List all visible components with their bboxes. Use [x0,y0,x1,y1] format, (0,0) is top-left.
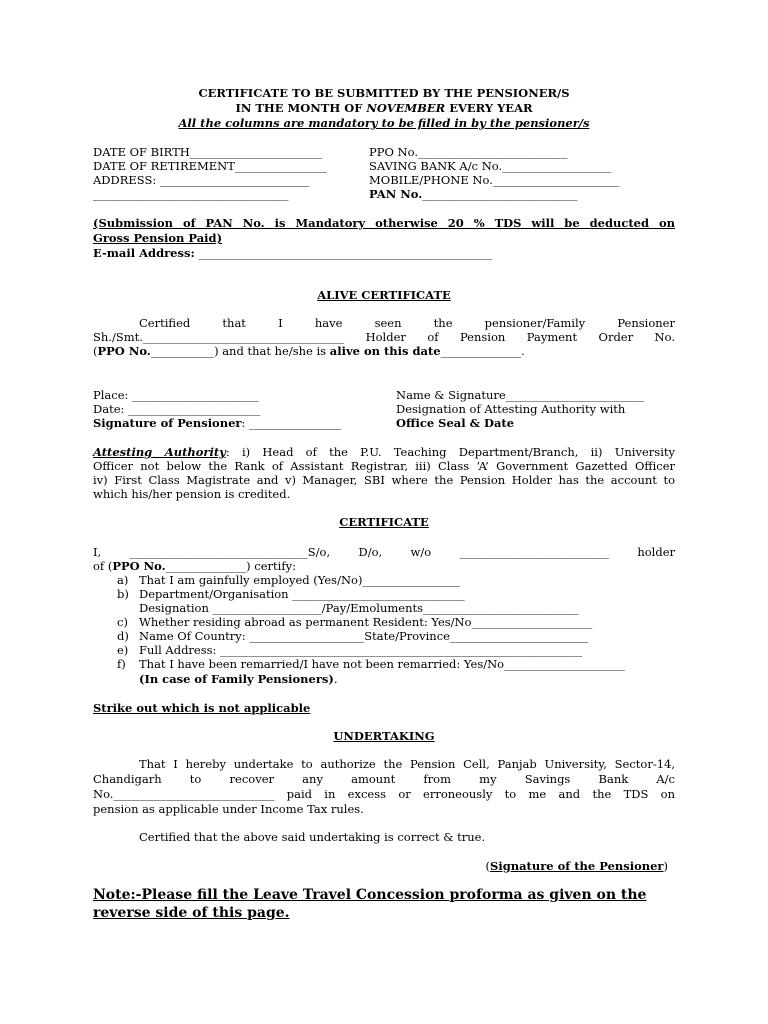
designation-field[interactable]: Designation ___________________/Pay/Emoluments___________________________ [139,601,579,615]
pensioner-signature-label: (Signature of the Pensioner) [485,859,668,873]
address-line-2[interactable]: __________________________________ [93,187,289,201]
country-field[interactable]: Name Of Country: ____________________State/Province________________________ [139,629,588,643]
item-a-marker: a) [117,573,129,587]
pan-field[interactable]: PAN No.___________________________ [369,187,578,201]
email-label: E-mail Address: [93,246,199,260]
attesting-line2: Officer not below the Rank of Assistant Registrar, iii) Class ‘A’ Government Gazetted Officer [93,459,675,473]
email-field[interactable]: E-mail Address: ___________________________________________________ [93,246,492,260]
month-name: NOVEMBER [366,101,446,115]
dob-field[interactable]: DATE OF BIRTH_______________________ [93,145,323,159]
family-pensioner-note: (In case of Family Pensioners). [139,672,338,686]
department-field[interactable]: Department/Organisation ______________________________ [139,587,465,601]
mandatory-note: All the columns are mandatory to be filled in by the pensioner/s [178,116,590,130]
undertaking-line4: pension as applicable under Income Tax rules. [93,802,364,816]
alive-certificate-title: ALIVE CERTIFICATE [317,288,451,302]
certificate-line2[interactable]: of (PPO No.______________) certify: [93,559,296,573]
pan-label: PAN No. [369,187,423,201]
full-address-field[interactable]: Full Address: _______________________________________________________________ [139,643,583,657]
bank-account-field[interactable]: SAVING BANK A/c No.___________________ [369,159,612,173]
alive-line3[interactable]: (PPO No.___________) and that he/she is alive on this date______________. [93,344,525,358]
alive-line2[interactable]: Sh./Smt.___________________________________ Holder of Pension Payment Order No. [93,330,675,344]
undertaking-line3[interactable]: No.____________________________ paid in excess or erroneously to me and the TDS on [93,787,675,801]
item-f-marker: f) [117,657,126,671]
form-title: CERTIFICATE TO BE SUBMITTED BY THE PENSIONER/S [198,86,570,100]
employment-field[interactable]: That I am gainfully employed (Yes/No)_________________ [139,573,461,587]
certificate-line1[interactable]: I, _______________________________S/o, D/o, w/o __________________________ holder [93,545,675,559]
pan-notice-line2: Gross Pension Paid) [93,231,223,245]
item-d-marker: d) [117,629,129,643]
item-e-marker: e) [117,643,129,657]
undertaking-line1: That I hereby undertake to authorize the Pension Cell, Panjab University, Sector-14, [139,757,675,771]
attesting-line4: which his/her pension is credited. [93,487,291,501]
alive-line1: Certified that I have seen the pensioner/Family Pensioner [139,316,675,330]
address-field[interactable]: ADDRESS: __________________________ [93,173,310,187]
retirement-field[interactable]: DATE OF RETIREMENT________________ [93,159,327,173]
item-c-marker: c) [117,615,128,629]
remarried-field[interactable]: That I have been remarried/I have not been remarried: Yes/No_____________________ [139,657,625,671]
place-field[interactable]: Place: ______________________ [93,388,259,402]
undertaking-line2: Chandigarh to recover any amount from my Savings Bank A/c [93,772,675,786]
pensioner-signature-field[interactable]: Signature of Pensioner: ________________ [93,416,341,430]
residing-abroad-field[interactable]: Whether residing abroad as permanent Resident: Yes/No_____________________ [139,615,593,629]
strike-out-note: Strike out which is not applicable [93,701,311,715]
name-signature-field[interactable]: Name & Signature________________________ [396,388,644,402]
pan-notice-line1: (Submission of PAN No. is Mandatory otherwise 20 % TDS will be deducted on [93,216,675,230]
mobile-field[interactable]: MOBILE/PHONE No.______________________ [369,173,620,187]
undertaking-certified: Certified that the above said undertaking is correct & true. [139,830,486,844]
attesting-authority-label: Attesting Authority [93,445,226,459]
undertaking-title: UNDERTAKING [333,729,435,743]
item-b-marker: b) [117,587,129,601]
attesting-line3: iv) First Class Magistrate and v) Manager, SBI where the Pension Holder has the account to [93,473,675,487]
office-seal-label: Office Seal & Date [396,416,515,430]
form-subtitle: IN THE MONTH OF NOVEMBER EVERY YEAR [235,101,533,115]
ltc-note: Note:-Please fill the Leave Travel Concession proforma as given on the reverse side of this page. [93,887,647,921]
attesting-designation: Designation of Attesting Authority with [396,402,626,416]
ppo-field[interactable]: PPO No.__________________________ [369,145,568,159]
date-field[interactable]: Date: _______________________ [93,402,261,416]
certificate-title: CERTIFICATE [339,515,429,529]
attesting-line1: Attesting Authority: i) Head of the P.U. Teaching Department/Branch, ii) University [93,445,675,459]
